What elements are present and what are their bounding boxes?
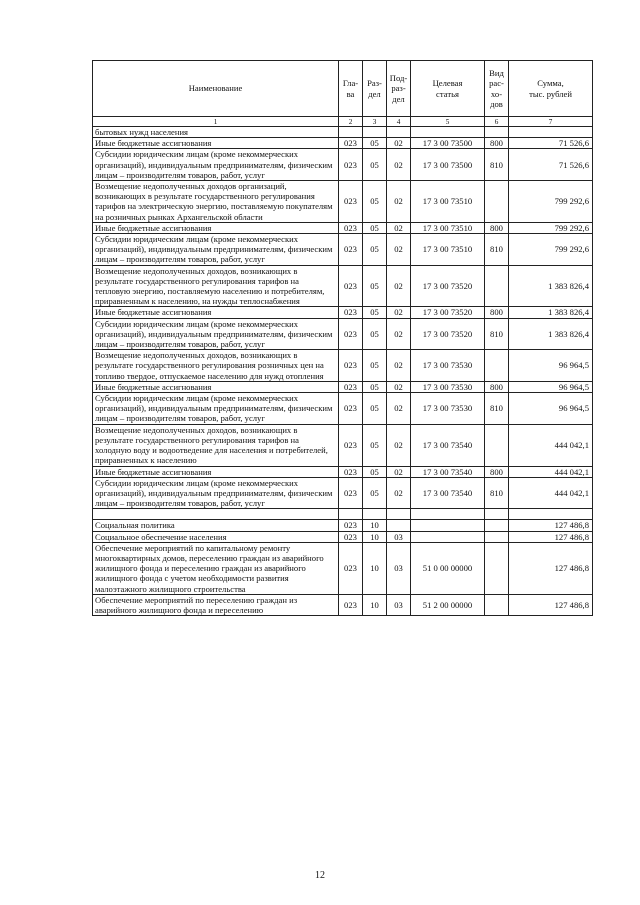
row-sum-cell: 444 042,1 xyxy=(509,466,593,477)
row-chapter-cell: 023 xyxy=(339,381,363,392)
row-expense-cell xyxy=(485,127,509,138)
table-row xyxy=(93,520,593,531)
row-chapter-cell: 023 xyxy=(339,542,363,594)
row-subsection-cell: 02 xyxy=(387,318,411,350)
row-name-cell: Социальная политика xyxy=(93,520,339,531)
row-chapter-cell: 023 xyxy=(339,477,363,509)
row-expense-cell xyxy=(485,531,509,542)
row-subsection-cell: 02 xyxy=(387,265,411,307)
row-target-cell: 17 3 00 73510 xyxy=(411,222,485,233)
row-sum-cell: 1 383 826,4 xyxy=(509,265,593,307)
row-sum-cell: 96 964,5 xyxy=(509,350,593,382)
col-number: 2 xyxy=(339,117,363,127)
col-header-chapter: Гла- ва xyxy=(339,61,363,117)
row-target-cell xyxy=(411,531,485,542)
row-name-cell: Возмещение недополученных доходов, возникающих в результате государственного регулирования тарифов на тепловую энергию, поставляемую населению и потребителям, приравненным к населению, на нужды теплоснабжения xyxy=(93,265,339,307)
row-subsection-cell: 02 xyxy=(387,466,411,477)
col-header-target: Целевая статья xyxy=(411,61,485,117)
row-subsection-cell xyxy=(387,520,411,531)
row-target-cell xyxy=(411,520,485,531)
row-chapter-cell: 023 xyxy=(339,466,363,477)
row-subsection-cell: 02 xyxy=(387,381,411,392)
row-section-cell: 05 xyxy=(363,424,387,466)
table-row xyxy=(93,181,593,223)
row-sum-cell: 799 292,6 xyxy=(509,181,593,223)
row-sum-cell: 96 964,5 xyxy=(509,381,593,392)
row-section-cell: 05 xyxy=(363,181,387,223)
row-chapter-cell: 023 xyxy=(339,393,363,425)
row-section-cell: 05 xyxy=(363,138,387,149)
row-section-cell: 05 xyxy=(363,350,387,382)
row-expense-cell: 810 xyxy=(485,149,509,181)
row-sum-cell: 799 292,6 xyxy=(509,234,593,266)
row-sum-cell: 71 526,6 xyxy=(509,149,593,181)
table-row xyxy=(93,149,593,181)
row-section-cell: 05 xyxy=(363,234,387,266)
row-sum-cell: 799 292,6 xyxy=(509,222,593,233)
row-chapter-cell xyxy=(339,509,363,520)
row-target-cell: 17 3 00 73500 xyxy=(411,149,485,181)
row-subsection-cell: 02 xyxy=(387,222,411,233)
row-subsection-cell: 02 xyxy=(387,234,411,266)
row-sum-cell: 96 964,5 xyxy=(509,393,593,425)
page-number: 12 xyxy=(315,870,325,881)
row-sum-cell: 71 526,6 xyxy=(509,138,593,149)
row-sum-cell: 127 486,8 xyxy=(509,531,593,542)
table-row xyxy=(93,594,593,615)
row-chapter-cell: 023 xyxy=(339,531,363,542)
col-number: 4 xyxy=(387,117,411,127)
col-number: 6 xyxy=(485,117,509,127)
row-chapter-cell: 023 xyxy=(339,424,363,466)
row-expense-cell: 800 xyxy=(485,222,509,233)
row-subsection-cell: 02 xyxy=(387,424,411,466)
row-expense-cell: 800 xyxy=(485,307,509,318)
table-row xyxy=(93,381,593,392)
table-row xyxy=(93,265,593,307)
row-name-cell: Обеспечение мероприятий по капитальному ремонту многоквартирных домов, переселению граждан из аварийного жилищного фонда и переселению граждан из аварийного жилищного фонда с учетом необходимости развития малоэтажного жилищного строительства xyxy=(93,542,339,594)
row-expense-cell xyxy=(485,509,509,520)
table-row xyxy=(93,542,593,594)
row-section-cell: 10 xyxy=(363,520,387,531)
col-header-expense-type: Вид рас- хо- дов xyxy=(485,61,509,117)
row-chapter-cell: 023 xyxy=(339,307,363,318)
row-name-cell: Обеспечение мероприятий по переселению граждан из аварийного жилищного фонда и переселению xyxy=(93,594,339,615)
row-name-cell: Иные бюджетные ассигнования xyxy=(93,307,339,318)
row-expense-cell: 810 xyxy=(485,393,509,425)
row-section-cell: 10 xyxy=(363,594,387,615)
table-row xyxy=(93,318,593,350)
table-row xyxy=(93,424,593,466)
row-section-cell: 10 xyxy=(363,542,387,594)
row-sum-cell: 127 486,8 xyxy=(509,520,593,531)
table-row xyxy=(93,307,593,318)
row-chapter-cell: 023 xyxy=(339,234,363,266)
table-row xyxy=(93,393,593,425)
row-target-cell xyxy=(411,509,485,520)
row-chapter-cell: 023 xyxy=(339,265,363,307)
row-section-cell: 05 xyxy=(363,318,387,350)
row-section-cell: 10 xyxy=(363,531,387,542)
row-chapter-cell: 023 xyxy=(339,318,363,350)
row-subsection-cell: 03 xyxy=(387,594,411,615)
col-header-subsection: Под- раз- дел xyxy=(387,61,411,117)
row-target-cell: 17 3 00 73520 xyxy=(411,265,485,307)
col-number: 3 xyxy=(363,117,387,127)
row-name-cell: Субсидии юридическим лицам (кроме некоммерческих организаций), индивидуальным предпринимателям, физическим лицам – производителям товаров, работ, услуг xyxy=(93,149,339,181)
row-expense-cell: 810 xyxy=(485,477,509,509)
row-section-cell: 05 xyxy=(363,393,387,425)
row-expense-cell: 800 xyxy=(485,466,509,477)
row-chapter-cell: 023 xyxy=(339,181,363,223)
row-expense-cell: 800 xyxy=(485,381,509,392)
row-expense-cell xyxy=(485,181,509,223)
row-chapter-cell: 023 xyxy=(339,350,363,382)
row-sum-cell: 1 383 826,4 xyxy=(509,318,593,350)
row-subsection-cell xyxy=(387,509,411,520)
row-chapter-cell: 023 xyxy=(339,520,363,531)
row-subsection-cell: 02 xyxy=(387,149,411,181)
row-sum-cell xyxy=(509,509,593,520)
row-name-cell: бытовых нужд населения xyxy=(93,127,339,138)
row-name-cell: Социальное обеспечение населения xyxy=(93,531,339,542)
row-chapter-cell xyxy=(339,127,363,138)
row-target-cell: 51 2 00 00000 xyxy=(411,594,485,615)
row-target-cell: 17 3 00 73530 xyxy=(411,350,485,382)
row-chapter-cell: 023 xyxy=(339,138,363,149)
table-row xyxy=(93,222,593,233)
row-expense-cell: 810 xyxy=(485,234,509,266)
row-expense-cell xyxy=(485,265,509,307)
col-header-name: Наименование xyxy=(93,61,339,117)
row-target-cell: 17 3 00 73540 xyxy=(411,466,485,477)
row-chapter-cell: 023 xyxy=(339,594,363,615)
row-name-cell: Субсидии юридическим лицам (кроме некоммерческих организаций), индивидуальным предпринимателям, физическим лицам – производителям товаров, работ, услуг xyxy=(93,318,339,350)
row-target-cell: 17 3 00 73540 xyxy=(411,424,485,466)
row-name-cell: Иные бюджетные ассигнования xyxy=(93,222,339,233)
col-number: 5 xyxy=(411,117,485,127)
table-row xyxy=(93,127,593,138)
row-chapter-cell: 023 xyxy=(339,222,363,233)
table-row xyxy=(93,138,593,149)
row-name-cell: Возмещение недополученных доходов, возникающих в результате государственного регулирования розничных цен на топливо твердое, отпускаемое населению для нужд отопления xyxy=(93,350,339,382)
row-expense-cell: 800 xyxy=(485,138,509,149)
row-section-cell: 05 xyxy=(363,381,387,392)
row-name-cell: Субсидии юридическим лицам (кроме некоммерческих организаций), индивидуальным предпринимателям, физическим лицам – производителям товаров, работ, услуг xyxy=(93,477,339,509)
row-subsection-cell xyxy=(387,127,411,138)
row-subsection-cell: 03 xyxy=(387,531,411,542)
row-subsection-cell: 02 xyxy=(387,307,411,318)
col-number: 7 xyxy=(509,117,593,127)
row-expense-cell xyxy=(485,350,509,382)
row-sum-cell xyxy=(509,127,593,138)
row-subsection-cell: 02 xyxy=(387,477,411,509)
row-section-cell: 05 xyxy=(363,222,387,233)
row-name-cell: Иные бюджетные ассигнования xyxy=(93,466,339,477)
col-number: 1 xyxy=(93,117,339,127)
row-sum-cell: 1 383 826,4 xyxy=(509,307,593,318)
row-target-cell: 17 3 00 73530 xyxy=(411,393,485,425)
row-subsection-cell: 03 xyxy=(387,542,411,594)
row-sum-cell: 127 486,8 xyxy=(509,594,593,615)
table-row xyxy=(93,531,593,542)
row-subsection-cell: 02 xyxy=(387,350,411,382)
table-row xyxy=(93,466,593,477)
row-section-cell xyxy=(363,127,387,138)
row-target-cell: 17 3 00 73520 xyxy=(411,318,485,350)
table-row xyxy=(93,234,593,266)
table-row xyxy=(93,477,593,509)
row-section-cell xyxy=(363,509,387,520)
row-target-cell: 17 3 00 73510 xyxy=(411,181,485,223)
row-section-cell: 05 xyxy=(363,149,387,181)
column-number-row xyxy=(93,117,593,127)
row-subsection-cell: 02 xyxy=(387,181,411,223)
table-row xyxy=(93,350,593,382)
row-section-cell: 05 xyxy=(363,307,387,318)
table-row xyxy=(93,509,593,520)
row-name-cell: Субсидии юридическим лицам (кроме некоммерческих организаций), индивидуальным предпринимателям, физическим лицам – производителям товаров, работ, услуг xyxy=(93,234,339,266)
row-expense-cell xyxy=(485,424,509,466)
row-target-cell xyxy=(411,127,485,138)
budget-table xyxy=(92,60,593,616)
row-name-cell xyxy=(93,509,339,520)
row-chapter-cell: 023 xyxy=(339,149,363,181)
row-sum-cell: 444 042,1 xyxy=(509,424,593,466)
row-expense-cell xyxy=(485,542,509,594)
row-expense-cell xyxy=(485,520,509,531)
row-name-cell: Иные бюджетные ассигнования xyxy=(93,381,339,392)
row-target-cell: 17 3 00 73540 xyxy=(411,477,485,509)
row-sum-cell: 444 042,1 xyxy=(509,477,593,509)
row-target-cell: 17 3 00 73500 xyxy=(411,138,485,149)
table-header-row xyxy=(93,61,593,117)
table-body xyxy=(93,127,593,616)
row-section-cell: 05 xyxy=(363,477,387,509)
row-section-cell: 05 xyxy=(363,466,387,477)
row-target-cell: 17 3 00 73530 xyxy=(411,381,485,392)
row-expense-cell: 810 xyxy=(485,318,509,350)
row-section-cell: 05 xyxy=(363,265,387,307)
row-expense-cell xyxy=(485,594,509,615)
row-name-cell: Субсидии юридическим лицам (кроме некоммерческих организаций), индивидуальным предпринимателям, физическим лицам – производителям товаров, работ, услуг xyxy=(93,393,339,425)
row-sum-cell: 127 486,8 xyxy=(509,542,593,594)
col-header-sum: Сумма, тыс. рублей xyxy=(509,61,593,117)
row-subsection-cell: 02 xyxy=(387,138,411,149)
budget-table-sheet xyxy=(92,60,592,616)
row-name-cell: Возмещение недополученных доходов, возникающих в результате государственного регулирования тарифов на холодную воду и водоотведение для населения и потребителей, приравненных к населению xyxy=(93,424,339,466)
row-target-cell: 17 3 00 73520 xyxy=(411,307,485,318)
row-subsection-cell: 02 xyxy=(387,393,411,425)
row-target-cell: 51 0 00 00000 xyxy=(411,542,485,594)
row-name-cell: Возмещение недополученных доходов организаций, возникающих в результате государственного регулирования тарифов на электрическую энергию, поставляемую покупателям на розничных рынках Архангельской области xyxy=(93,181,339,223)
row-name-cell: Иные бюджетные ассигнования xyxy=(93,138,339,149)
row-target-cell: 17 3 00 73510 xyxy=(411,234,485,266)
col-header-section: Раз- дел xyxy=(363,61,387,117)
